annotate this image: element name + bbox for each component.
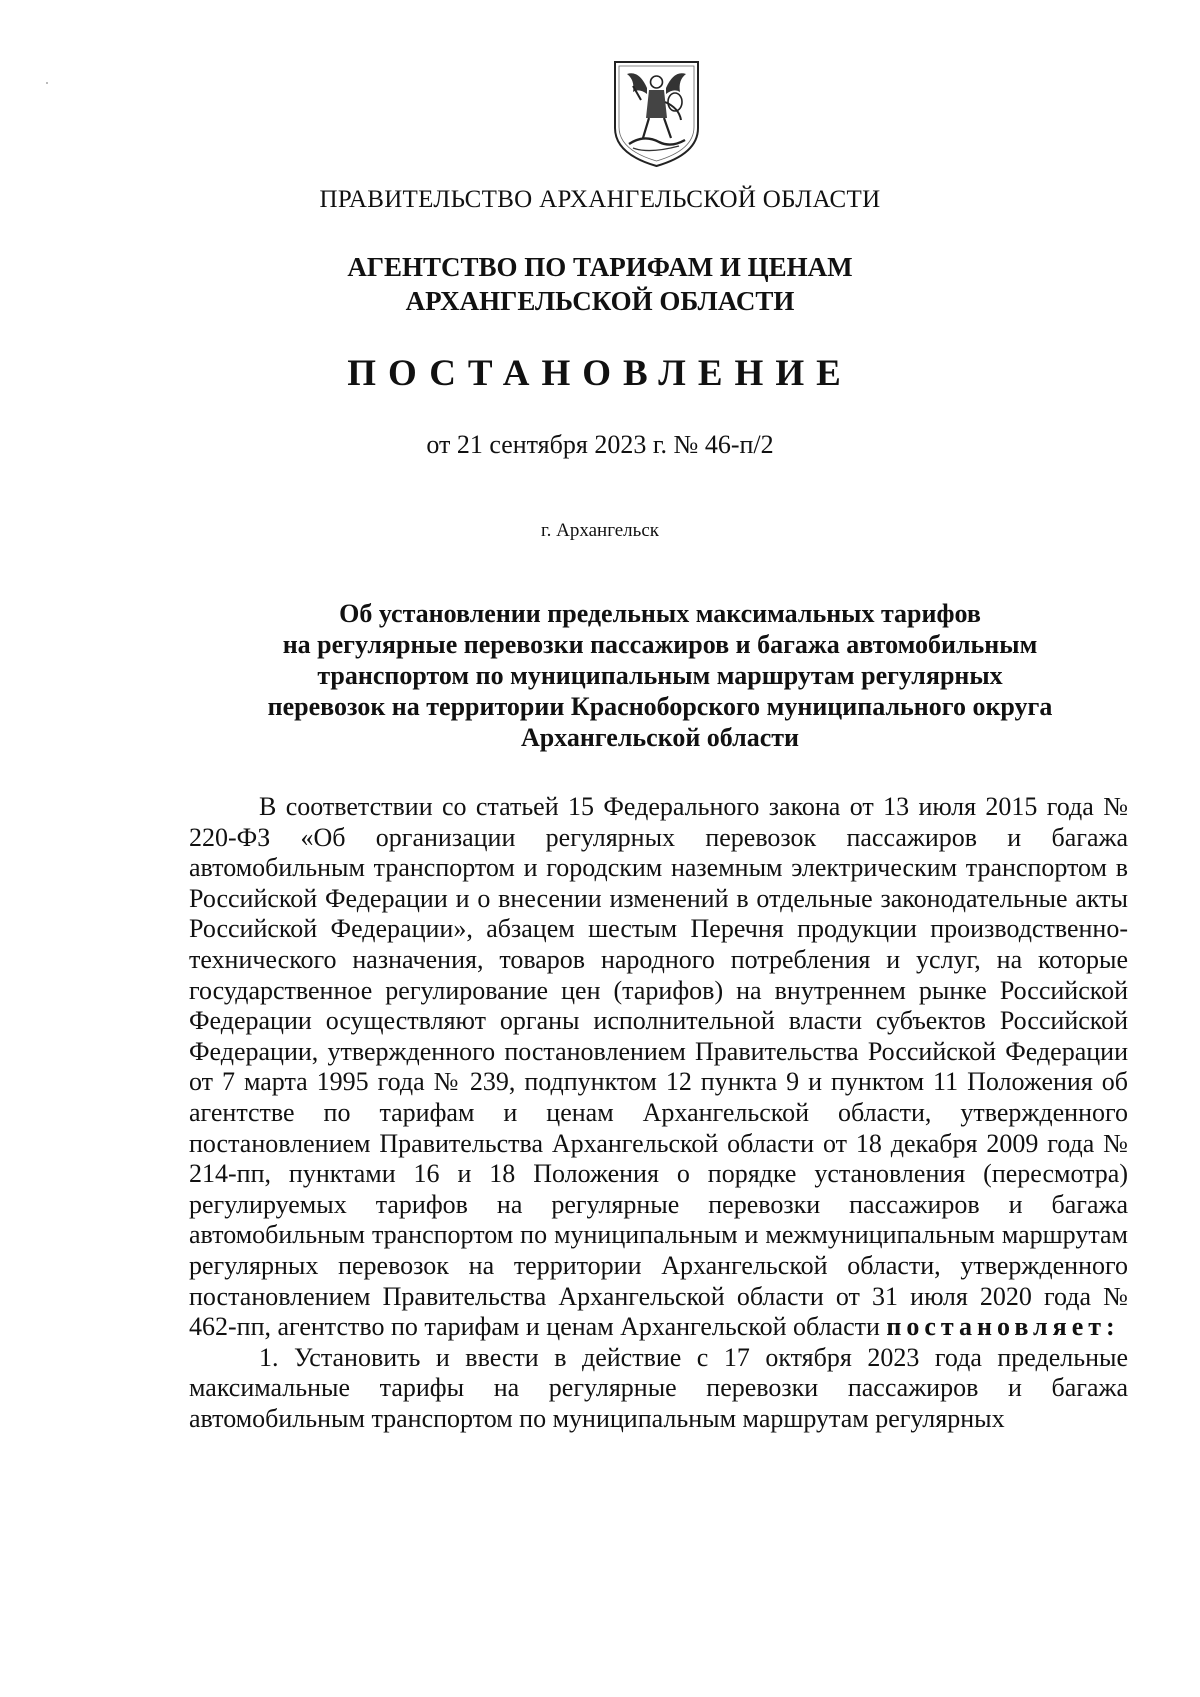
subject-line: Об установлении предельных максимальных тарифов xyxy=(339,599,981,628)
agency-name-line1: АГЕНТСТВО ПО ТАРИФАМ И ЦЕНАМ xyxy=(347,252,853,282)
subject-line: перевозок на территории Красноборского муниципального округа xyxy=(267,692,1053,721)
government-name: ПРАВИТЕЛЬСТВО АРХАНГЕЛЬСКОЙ ОБЛАСТИ xyxy=(319,186,881,213)
subject-line: Архангельской области xyxy=(520,723,800,752)
preamble-paragraph xyxy=(189,792,1128,1343)
document-city: г. Архангельск xyxy=(540,520,659,541)
document-subject xyxy=(200,598,1120,753)
subject-line: транспортом по муниципальным маршрутам регулярных xyxy=(317,661,1003,690)
subject-line: на регулярные перевозки пассажиров и багажа автомобильным xyxy=(282,630,1038,659)
agency-name xyxy=(0,250,1200,318)
document-date-number: от 21 сентября 2023 г. № 46-п/2 xyxy=(426,430,774,459)
coat-of-arms-icon xyxy=(609,58,704,170)
agency-name-line2: АРХАНГЕЛЬСКОЙ ОБЛАСТИ xyxy=(405,286,795,316)
scan-speck xyxy=(46,82,48,84)
preamble-text: В соответствии со статьей 15 Федерального закона от 13 июля 2015 года № 220-ФЗ «Об организации регулярных перевозок пассажиров и багажа автомобильным транспортом и городским наземным электрическим транспортом в Российской Федерации и о внесении изменений в отдельные законодательные акты Российской Федерации», абзацем шестым Перечня продукции производственно-технического назначения, товаров народного потребления и услуг, на которые государственное регулирование цен (тарифов) на внутреннем рынке Российской Федерации осуществляют органы исполнительной власти субъектов Российской Федерации, утвержденного постановлением Правительства Российской Федерации от 7 марта 1995 года № 239, подпунктом 12 пункта 9 и пунктом 11 Положения об агентстве по тарифам и ценам Архангельской области, утвержденного постановлением Правительства Архангельской области от 18 декабря 2009 года № 214-пп, пунктами 16 и 18 Положения о порядке установления (пересмотра) регулируемых тарифов на регулярные перевозки пассажиров и багажа автомобильным транспортом по муниципальным и межмуниципальным маршрутам регулярных перевозок на территории Архангельской области, утвержденного постановлением Правительства Архангельской области от 31 июля 2020 года № 462-пп, агентство по тарифам и ценам Архангельской области xyxy=(189,792,1128,1342)
item-1-paragraph: 1. Установить и ввести в действие с 17 октября 2023 года предельные максимальные тарифы на регулярные перевозки пассажиров и багажа автомобильным транспортом по муниципальным маршрутам регулярных xyxy=(189,1342,1128,1433)
decree-word: постановляет: xyxy=(886,1312,1120,1342)
document-type: ПОСТАНОВЛЕНИЕ xyxy=(347,353,853,394)
document-body xyxy=(189,792,1128,1434)
